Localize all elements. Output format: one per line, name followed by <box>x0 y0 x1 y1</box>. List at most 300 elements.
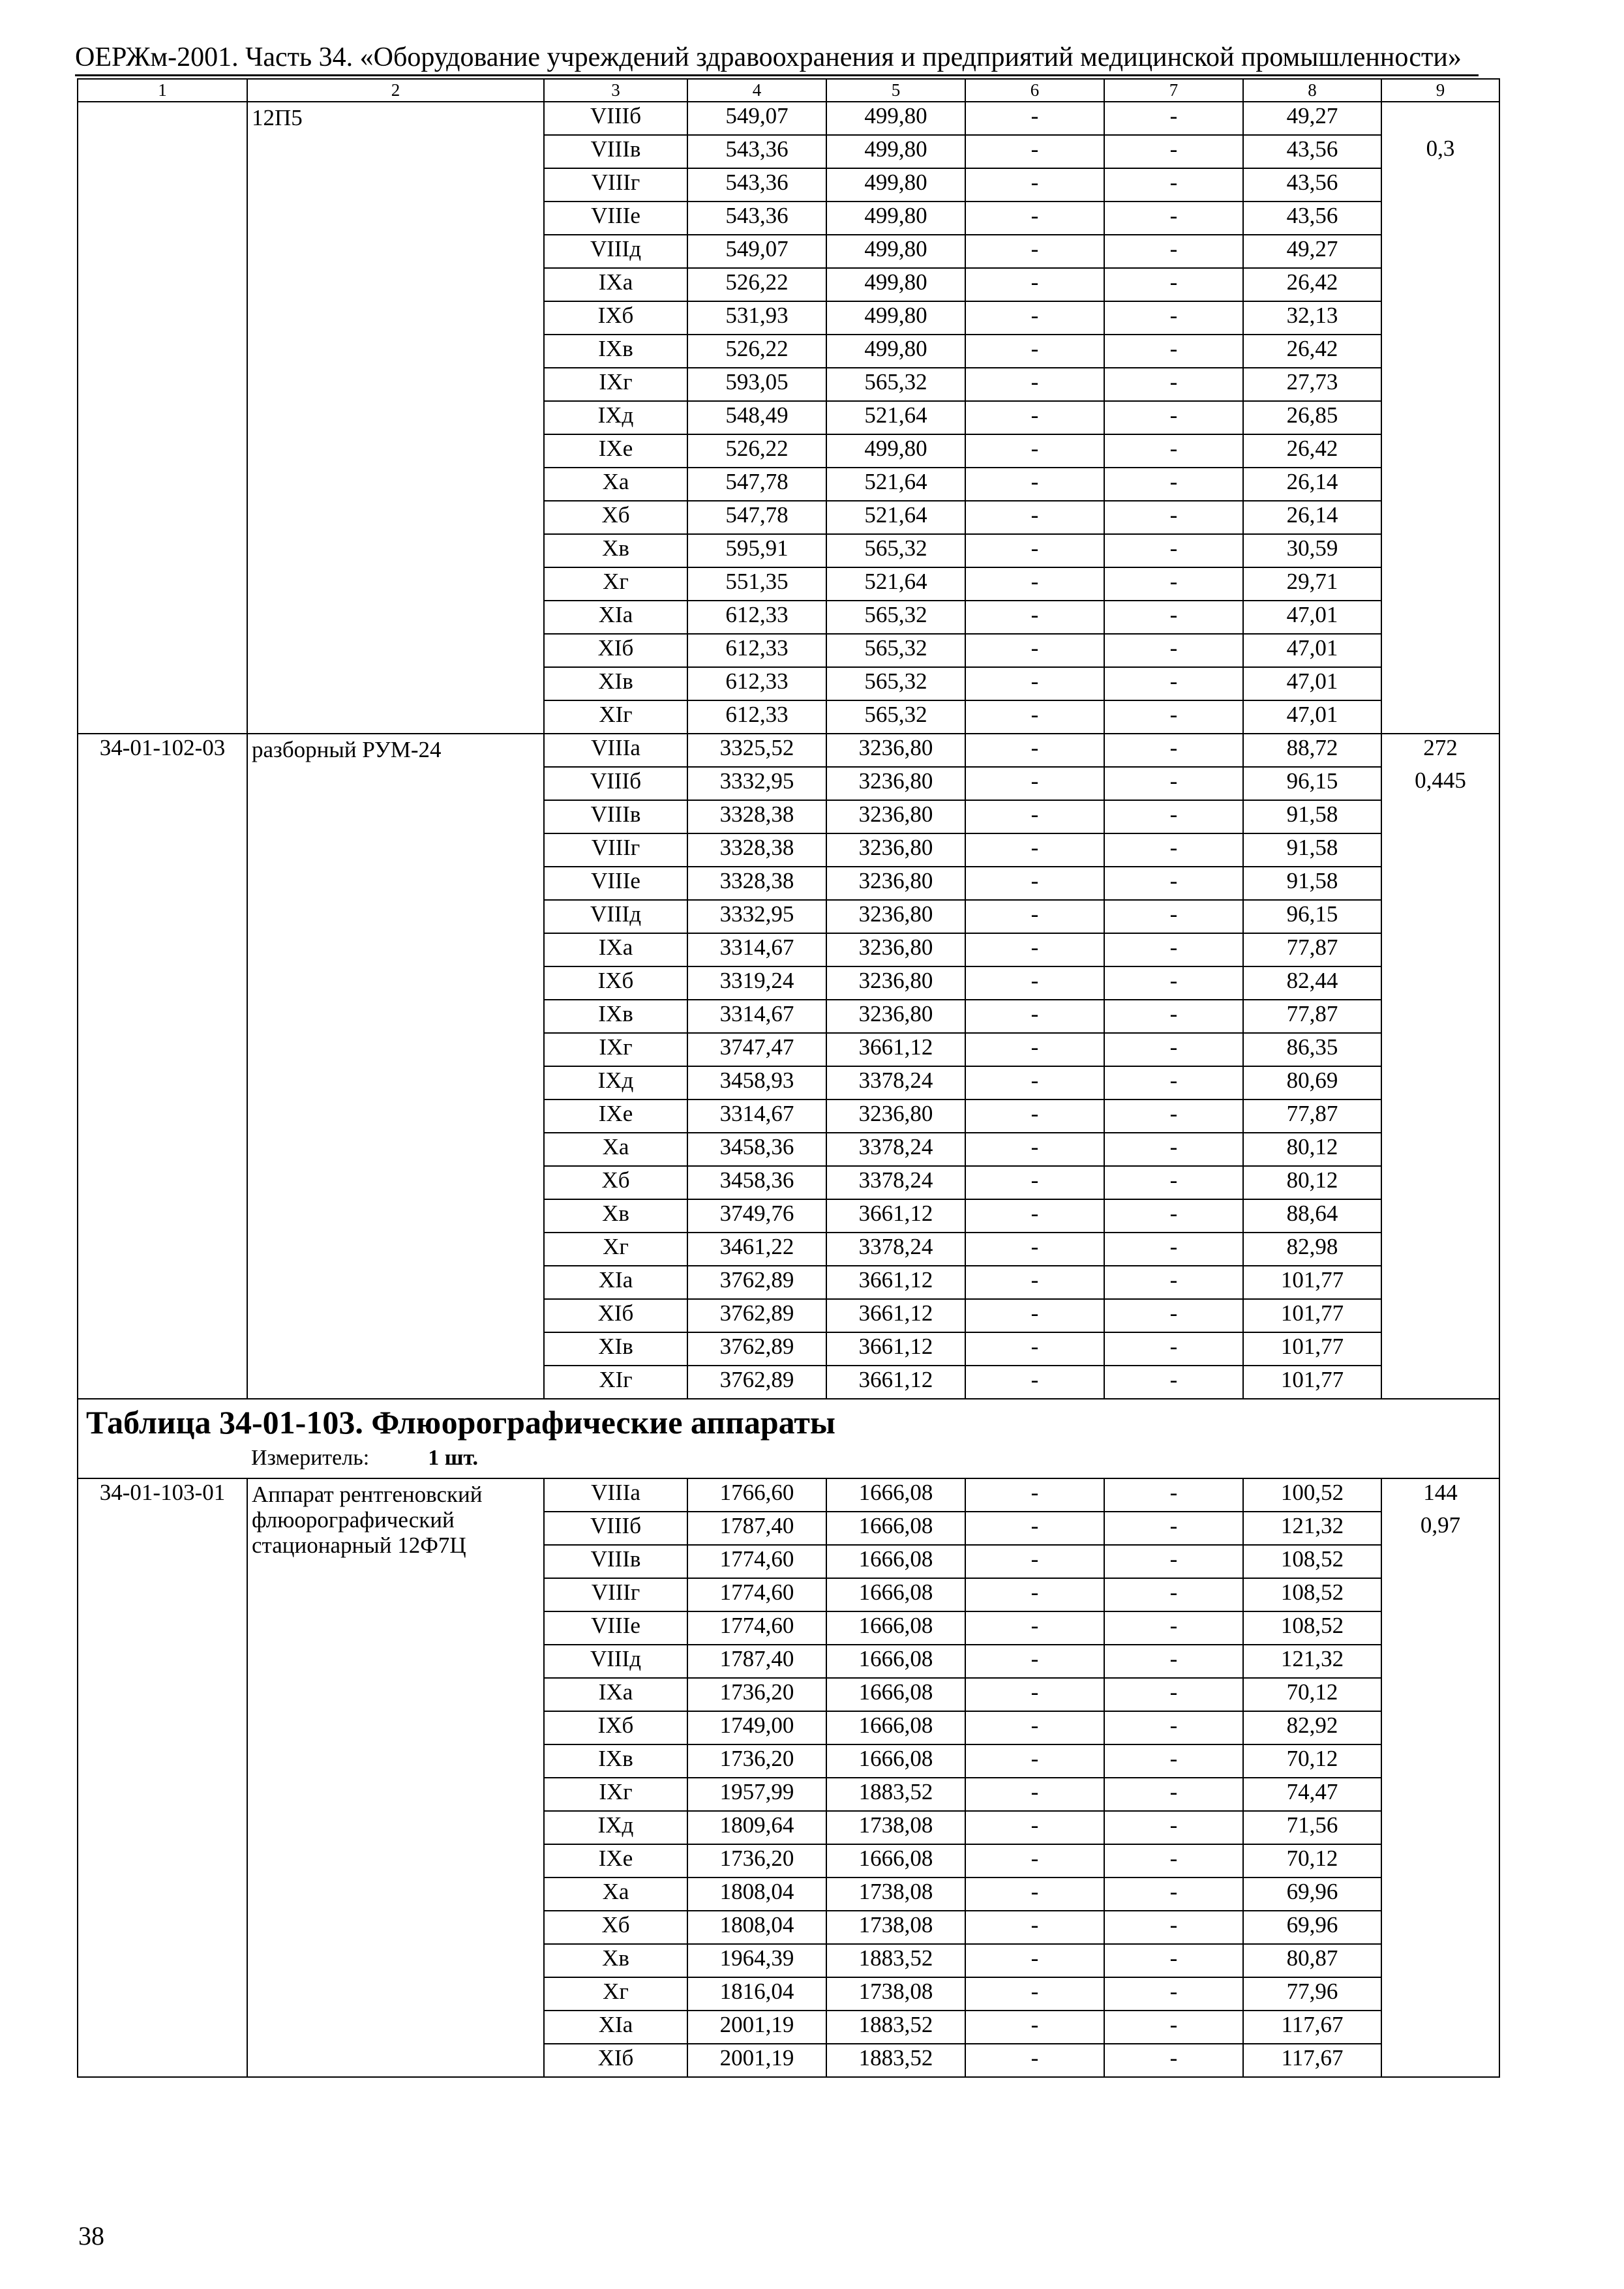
value-cell: 3762,89 <box>687 1299 826 1332</box>
table-row <box>78 102 1499 135</box>
value-cell: - <box>1104 1366 1243 1399</box>
value-cell: 96,15 <box>1243 767 1381 800</box>
value-cell: 1809,64 <box>687 1811 826 1844</box>
zone-cell: IXг <box>544 1778 687 1811</box>
value-cell: 1883,52 <box>826 1944 965 1977</box>
value-cell: 612,33 <box>687 667 826 700</box>
value-cell: 3661,12 <box>826 1366 965 1399</box>
value-cell: - <box>965 1545 1104 1578</box>
value-cell: 1738,08 <box>826 1811 965 1844</box>
value-cell: 3458,93 <box>687 1066 826 1100</box>
zone-cell: IXв <box>544 335 687 368</box>
value-cell: 499,80 <box>826 268 965 301</box>
zone-cell: VIIIе <box>544 1611 687 1645</box>
value-cell: - <box>1104 1233 1243 1266</box>
column-number: 1 <box>78 79 247 102</box>
value-cell: 1666,08 <box>826 1611 965 1645</box>
zone-cell: IXб <box>544 966 687 1000</box>
value-cell: 499,80 <box>826 135 965 168</box>
value-cell: 29,71 <box>1243 567 1381 601</box>
value-cell: - <box>965 468 1104 501</box>
zone-cell: Xг <box>544 1233 687 1266</box>
value-cell: 49,27 <box>1243 235 1381 268</box>
zone-cell: IXа <box>544 1678 687 1711</box>
value-cell: - <box>1104 335 1243 368</box>
column-number: 4 <box>687 79 826 102</box>
value-cell: 547,78 <box>687 468 826 501</box>
zone-cell: IXе <box>544 434 687 468</box>
value-cell: 3661,12 <box>826 1299 965 1332</box>
extra-cell <box>1381 534 1499 567</box>
value-cell: 3236,80 <box>826 966 965 1000</box>
value-cell: - <box>1104 534 1243 567</box>
value-cell: - <box>965 1578 1104 1611</box>
value-cell: 26,42 <box>1243 335 1381 368</box>
value-cell: 70,12 <box>1243 1678 1381 1711</box>
value-cell: 82,98 <box>1243 1233 1381 1266</box>
value-cell: 1787,40 <box>687 1645 826 1678</box>
value-cell: - <box>1104 501 1243 534</box>
zone-cell: Xб <box>544 1166 687 1199</box>
value-cell: 77,87 <box>1243 933 1381 966</box>
value-cell: 526,22 <box>687 335 826 368</box>
value-cell: - <box>1104 634 1243 667</box>
zone-cell: Xа <box>544 1878 687 1911</box>
zone-cell: IXг <box>544 1033 687 1066</box>
zone-cell: XIв <box>544 667 687 700</box>
value-cell: 1666,08 <box>826 1545 965 1578</box>
extra-cell <box>1381 1578 1499 1611</box>
value-cell: 80,12 <box>1243 1166 1381 1199</box>
value-cell: 1666,08 <box>826 1478 965 1512</box>
value-cell: - <box>965 634 1104 667</box>
value-cell: - <box>1104 235 1243 268</box>
value-cell: 69,96 <box>1243 1911 1381 1944</box>
value-cell: - <box>1104 667 1243 700</box>
section-header-row <box>78 1399 1499 1478</box>
section-header-cell <box>78 1399 1499 1478</box>
value-cell: - <box>1104 933 1243 966</box>
value-cell: 1816,04 <box>687 1977 826 2011</box>
value-cell: - <box>965 833 1104 867</box>
value-cell: - <box>1104 401 1243 434</box>
value-cell: - <box>1104 767 1243 800</box>
value-cell: 1736,20 <box>687 1744 826 1778</box>
rate-code: 34-01-103-01 <box>78 1478 247 2077</box>
page-number: 38 <box>78 2221 104 2251</box>
value-cell: 3378,24 <box>826 1066 965 1100</box>
value-cell: - <box>1104 1512 1243 1545</box>
value-cell: 69,96 <box>1243 1878 1381 1911</box>
value-cell: - <box>1104 468 1243 501</box>
value-cell: 565,32 <box>826 667 965 700</box>
value-cell: 499,80 <box>826 301 965 335</box>
value-cell: - <box>965 1744 1104 1778</box>
value-cell: 3314,67 <box>687 1000 826 1033</box>
value-cell: - <box>1104 368 1243 401</box>
value-cell: 547,78 <box>687 501 826 534</box>
value-cell: - <box>965 1811 1104 1844</box>
value-cell: 3332,95 <box>687 767 826 800</box>
value-cell: - <box>1104 1744 1243 1778</box>
value-cell: 1749,00 <box>687 1711 826 1744</box>
extra-cell <box>1381 933 1499 966</box>
extra-cell <box>1381 1944 1499 1977</box>
value-cell: - <box>965 268 1104 301</box>
value-cell: 3332,95 <box>687 900 826 933</box>
value-cell: 26,14 <box>1243 501 1381 534</box>
value-cell: - <box>1104 434 1243 468</box>
value-cell: - <box>965 1844 1104 1878</box>
value-cell: 612,33 <box>687 634 826 667</box>
value-cell: 47,01 <box>1243 601 1381 634</box>
value-cell: - <box>965 168 1104 202</box>
value-cell: - <box>1104 1977 1243 2011</box>
extra-cell <box>1381 2044 1499 2077</box>
zone-cell: IXб <box>544 1711 687 1744</box>
value-cell: 595,91 <box>687 534 826 567</box>
value-cell: 3236,80 <box>826 833 965 867</box>
value-cell: 88,72 <box>1243 734 1381 767</box>
value-cell: - <box>965 135 1104 168</box>
value-cell: - <box>965 1100 1104 1133</box>
value-cell: 1883,52 <box>826 2011 965 2044</box>
zone-cell: VIIIб <box>544 1512 687 1545</box>
value-cell: 1666,08 <box>826 1711 965 1744</box>
extra-cell <box>1381 1678 1499 1711</box>
value-cell: 3461,22 <box>687 1233 826 1266</box>
value-cell: - <box>965 1033 1104 1066</box>
value-cell: 108,52 <box>1243 1611 1381 1645</box>
extra-cell: 272 <box>1381 734 1499 767</box>
value-cell: - <box>965 867 1104 900</box>
value-cell: 3661,12 <box>826 1199 965 1233</box>
value-cell: 499,80 <box>826 202 965 235</box>
value-cell: - <box>965 1512 1104 1545</box>
value-cell: 1964,39 <box>687 1944 826 1977</box>
extra-cell <box>1381 1033 1499 1066</box>
value-cell: 91,58 <box>1243 833 1381 867</box>
value-cell: - <box>1104 2011 1243 2044</box>
page-header: ОЕРЖм-2001. Часть 34. «Оборудование учреждений здравоохранения и предприятий медицинской промышленности» <box>75 42 1462 72</box>
value-cell: 499,80 <box>826 434 965 468</box>
value-cell: - <box>965 667 1104 700</box>
zone-cell: IXг <box>544 368 687 401</box>
value-cell: 26,42 <box>1243 268 1381 301</box>
value-cell: 30,59 <box>1243 534 1381 567</box>
value-cell: 101,77 <box>1243 1366 1381 1399</box>
value-cell: 70,12 <box>1243 1744 1381 1778</box>
value-cell: 3319,24 <box>687 966 826 1000</box>
value-cell: 612,33 <box>687 700 826 734</box>
zone-cell: IXв <box>544 1000 687 1033</box>
zone-cell: VIIIг <box>544 1578 687 1611</box>
value-cell: - <box>1104 102 1243 135</box>
zone-cell: Xб <box>544 501 687 534</box>
value-cell: 74,47 <box>1243 1778 1381 1811</box>
value-cell: 108,52 <box>1243 1578 1381 1611</box>
extra-cell <box>1381 1299 1499 1332</box>
zone-cell: XIб <box>544 2044 687 2077</box>
value-cell: 3236,80 <box>826 933 965 966</box>
value-cell: 3378,24 <box>826 1133 965 1166</box>
zone-cell: VIIIг <box>544 833 687 867</box>
value-cell: 80,12 <box>1243 1133 1381 1166</box>
value-cell: 32,13 <box>1243 301 1381 335</box>
value-cell: 77,87 <box>1243 1000 1381 1033</box>
value-cell: 3661,12 <box>826 1332 965 1366</box>
extra-cell <box>1381 501 1499 534</box>
value-cell: - <box>965 1711 1104 1744</box>
zone-cell: VIIIд <box>544 900 687 933</box>
value-cell: 521,64 <box>826 501 965 534</box>
value-cell: 531,93 <box>687 301 826 335</box>
zone-cell: VIIIв <box>544 135 687 168</box>
zone-cell: VIIIг <box>544 168 687 202</box>
value-cell: 43,56 <box>1243 168 1381 202</box>
value-cell: 1774,60 <box>687 1578 826 1611</box>
value-cell: 47,01 <box>1243 700 1381 734</box>
value-cell: - <box>1104 1911 1243 1944</box>
extra-cell <box>1381 301 1499 335</box>
value-cell: - <box>1104 1778 1243 1811</box>
value-cell: 3236,80 <box>826 1100 965 1133</box>
value-cell: 499,80 <box>826 335 965 368</box>
value-cell: - <box>965 1478 1104 1512</box>
extra-cell <box>1381 567 1499 601</box>
value-cell: - <box>1104 1332 1243 1366</box>
value-cell: 88,64 <box>1243 1199 1381 1233</box>
value-cell: 101,77 <box>1243 1266 1381 1299</box>
value-cell: 543,36 <box>687 135 826 168</box>
measure-line <box>78 1445 1499 1471</box>
extra-cell <box>1381 1611 1499 1645</box>
value-cell: - <box>1104 1578 1243 1611</box>
value-cell: - <box>1104 601 1243 634</box>
value-cell: 3314,67 <box>687 933 826 966</box>
header-rule <box>75 74 1479 76</box>
value-cell: - <box>965 1977 1104 2011</box>
value-cell: 3325,52 <box>687 734 826 767</box>
value-cell: 565,32 <box>826 700 965 734</box>
value-cell: - <box>965 235 1104 268</box>
value-cell: - <box>1104 800 1243 833</box>
value-cell: - <box>1104 734 1243 767</box>
value-cell: 3661,12 <box>826 1033 965 1066</box>
extra-cell: 0,97 <box>1381 1512 1499 1545</box>
value-cell: 1736,20 <box>687 1844 826 1878</box>
value-cell: 1738,08 <box>826 1878 965 1911</box>
value-cell: 117,67 <box>1243 2011 1381 2044</box>
extra-cell <box>1381 1000 1499 1033</box>
value-cell: - <box>1104 700 1243 734</box>
value-cell: 80,87 <box>1243 1944 1381 1977</box>
value-cell: - <box>965 2044 1104 2077</box>
value-cell: - <box>1104 1166 1243 1199</box>
column-number: 8 <box>1243 79 1381 102</box>
value-cell: 3747,47 <box>687 1033 826 1066</box>
value-cell: 91,58 <box>1243 800 1381 833</box>
value-cell: 26,42 <box>1243 434 1381 468</box>
value-cell: - <box>1104 1944 1243 1977</box>
extra-cell <box>1381 168 1499 202</box>
value-cell: - <box>965 767 1104 800</box>
zone-cell: Xа <box>544 1133 687 1166</box>
value-cell: 1766,60 <box>687 1478 826 1512</box>
extra-cell: 0,3 <box>1381 135 1499 168</box>
value-cell: - <box>965 567 1104 601</box>
value-cell: - <box>1104 268 1243 301</box>
value-cell: 549,07 <box>687 102 826 135</box>
extra-cell <box>1381 1332 1499 1366</box>
extra-cell <box>1381 1545 1499 1578</box>
value-cell: 612,33 <box>687 601 826 634</box>
value-cell: 499,80 <box>826 168 965 202</box>
value-cell: - <box>965 1199 1104 1233</box>
value-cell: 521,64 <box>826 468 965 501</box>
value-cell: - <box>1104 301 1243 335</box>
value-cell: 3762,89 <box>687 1366 826 1399</box>
zone-cell: XIг <box>544 1366 687 1399</box>
zone-cell: IXв <box>544 1744 687 1778</box>
value-cell: - <box>1104 966 1243 1000</box>
value-cell: 3749,76 <box>687 1199 826 1233</box>
extra-cell <box>1381 368 1499 401</box>
value-cell: 549,07 <box>687 235 826 268</box>
extra-cell <box>1381 1366 1499 1399</box>
value-cell: 3661,12 <box>826 1266 965 1299</box>
value-cell: - <box>1104 1611 1243 1645</box>
equipment-name: разборный РУМ-24 <box>247 734 544 1399</box>
zone-cell: Xб <box>544 1911 687 1944</box>
value-cell: 1666,08 <box>826 1844 965 1878</box>
column-number: 6 <box>965 79 1104 102</box>
zone-cell: Xа <box>544 468 687 501</box>
value-cell: - <box>1104 833 1243 867</box>
value-cell: - <box>965 900 1104 933</box>
value-cell: 49,27 <box>1243 102 1381 135</box>
value-cell: 1787,40 <box>687 1512 826 1545</box>
extra-cell <box>1381 1166 1499 1199</box>
extra-cell <box>1381 1100 1499 1133</box>
value-cell: 1736,20 <box>687 1678 826 1711</box>
value-cell: 3236,80 <box>826 800 965 833</box>
value-cell: - <box>965 1911 1104 1944</box>
value-cell: 82,44 <box>1243 966 1381 1000</box>
column-number: 7 <box>1104 79 1243 102</box>
value-cell: 26,85 <box>1243 401 1381 434</box>
zone-cell: XIа <box>544 1266 687 1299</box>
value-cell: - <box>965 1066 1104 1100</box>
zone-cell: Xг <box>544 1977 687 2011</box>
extra-cell <box>1381 900 1499 933</box>
value-cell: - <box>965 368 1104 401</box>
value-cell: - <box>965 700 1104 734</box>
value-cell: 1883,52 <box>826 2044 965 2077</box>
value-cell: - <box>1104 1033 1243 1066</box>
value-cell: - <box>965 534 1104 567</box>
column-number: 2 <box>247 79 544 102</box>
zone-cell: Xв <box>544 534 687 567</box>
extra-cell <box>1381 434 1499 468</box>
value-cell: 3378,24 <box>826 1233 965 1266</box>
value-cell: 1666,08 <box>826 1744 965 1778</box>
value-cell: 3236,80 <box>826 767 965 800</box>
value-cell: - <box>1104 1199 1243 1233</box>
extra-cell <box>1381 601 1499 634</box>
value-cell: - <box>965 800 1104 833</box>
value-cell: 100,52 <box>1243 1478 1381 1512</box>
extra-cell <box>1381 202 1499 235</box>
section-title: Таблица 34-01-103. Флюорографические аппараты <box>86 1404 835 1441</box>
extra-cell <box>1381 1133 1499 1166</box>
extra-cell <box>1381 2011 1499 2044</box>
value-cell: 3236,80 <box>826 1000 965 1033</box>
zone-cell: IXе <box>544 1844 687 1878</box>
zone-cell: IXд <box>544 1811 687 1844</box>
value-cell: 3236,80 <box>826 867 965 900</box>
value-cell: 1666,08 <box>826 1512 965 1545</box>
rate-code: 34-01-102-03 <box>78 734 247 1399</box>
zone-cell: XIа <box>544 2011 687 2044</box>
extra-cell <box>1381 1066 1499 1100</box>
extra-cell <box>1381 268 1499 301</box>
value-cell: 3378,24 <box>826 1166 965 1199</box>
zone-cell: VIIIд <box>544 235 687 268</box>
rates-table <box>77 78 1500 2078</box>
extra-cell <box>1381 700 1499 734</box>
value-cell: - <box>1104 1645 1243 1678</box>
extra-cell <box>1381 1199 1499 1233</box>
value-cell: - <box>1104 900 1243 933</box>
value-cell: - <box>1104 1844 1243 1878</box>
value-cell: 96,15 <box>1243 900 1381 933</box>
extra-cell <box>1381 833 1499 867</box>
value-cell: 1738,08 <box>826 1911 965 1944</box>
value-cell: 26,14 <box>1243 468 1381 501</box>
extra-cell <box>1381 1911 1499 1944</box>
extra-cell <box>1381 1811 1499 1844</box>
value-cell: - <box>1104 1133 1243 1166</box>
value-cell: 80,69 <box>1243 1066 1381 1100</box>
value-cell: - <box>1104 567 1243 601</box>
extra-cell <box>1381 335 1499 368</box>
extra-cell: 0,445 <box>1381 767 1499 800</box>
extra-cell <box>1381 1711 1499 1744</box>
value-cell: - <box>965 966 1104 1000</box>
value-cell: 1666,08 <box>826 1678 965 1711</box>
value-cell: - <box>965 1332 1104 1366</box>
value-cell: 499,80 <box>826 235 965 268</box>
zone-cell: Xв <box>544 1199 687 1233</box>
value-cell: 1666,08 <box>826 1645 965 1678</box>
column-number: 9 <box>1381 79 1499 102</box>
value-cell: 108,52 <box>1243 1545 1381 1578</box>
value-cell: 117,67 <box>1243 2044 1381 2077</box>
zone-cell: IXд <box>544 1066 687 1100</box>
value-cell: 3762,89 <box>687 1266 826 1299</box>
zone-cell: VIIIе <box>544 202 687 235</box>
value-cell: 548,49 <box>687 401 826 434</box>
extra-cell <box>1381 102 1499 135</box>
extra-cell <box>1381 1844 1499 1878</box>
value-cell: - <box>965 1878 1104 1911</box>
value-cell: 3236,80 <box>826 900 965 933</box>
extra-cell <box>1381 468 1499 501</box>
value-cell: 3328,38 <box>687 800 826 833</box>
rate-code <box>78 102 247 734</box>
zone-cell: VIIIб <box>544 767 687 800</box>
